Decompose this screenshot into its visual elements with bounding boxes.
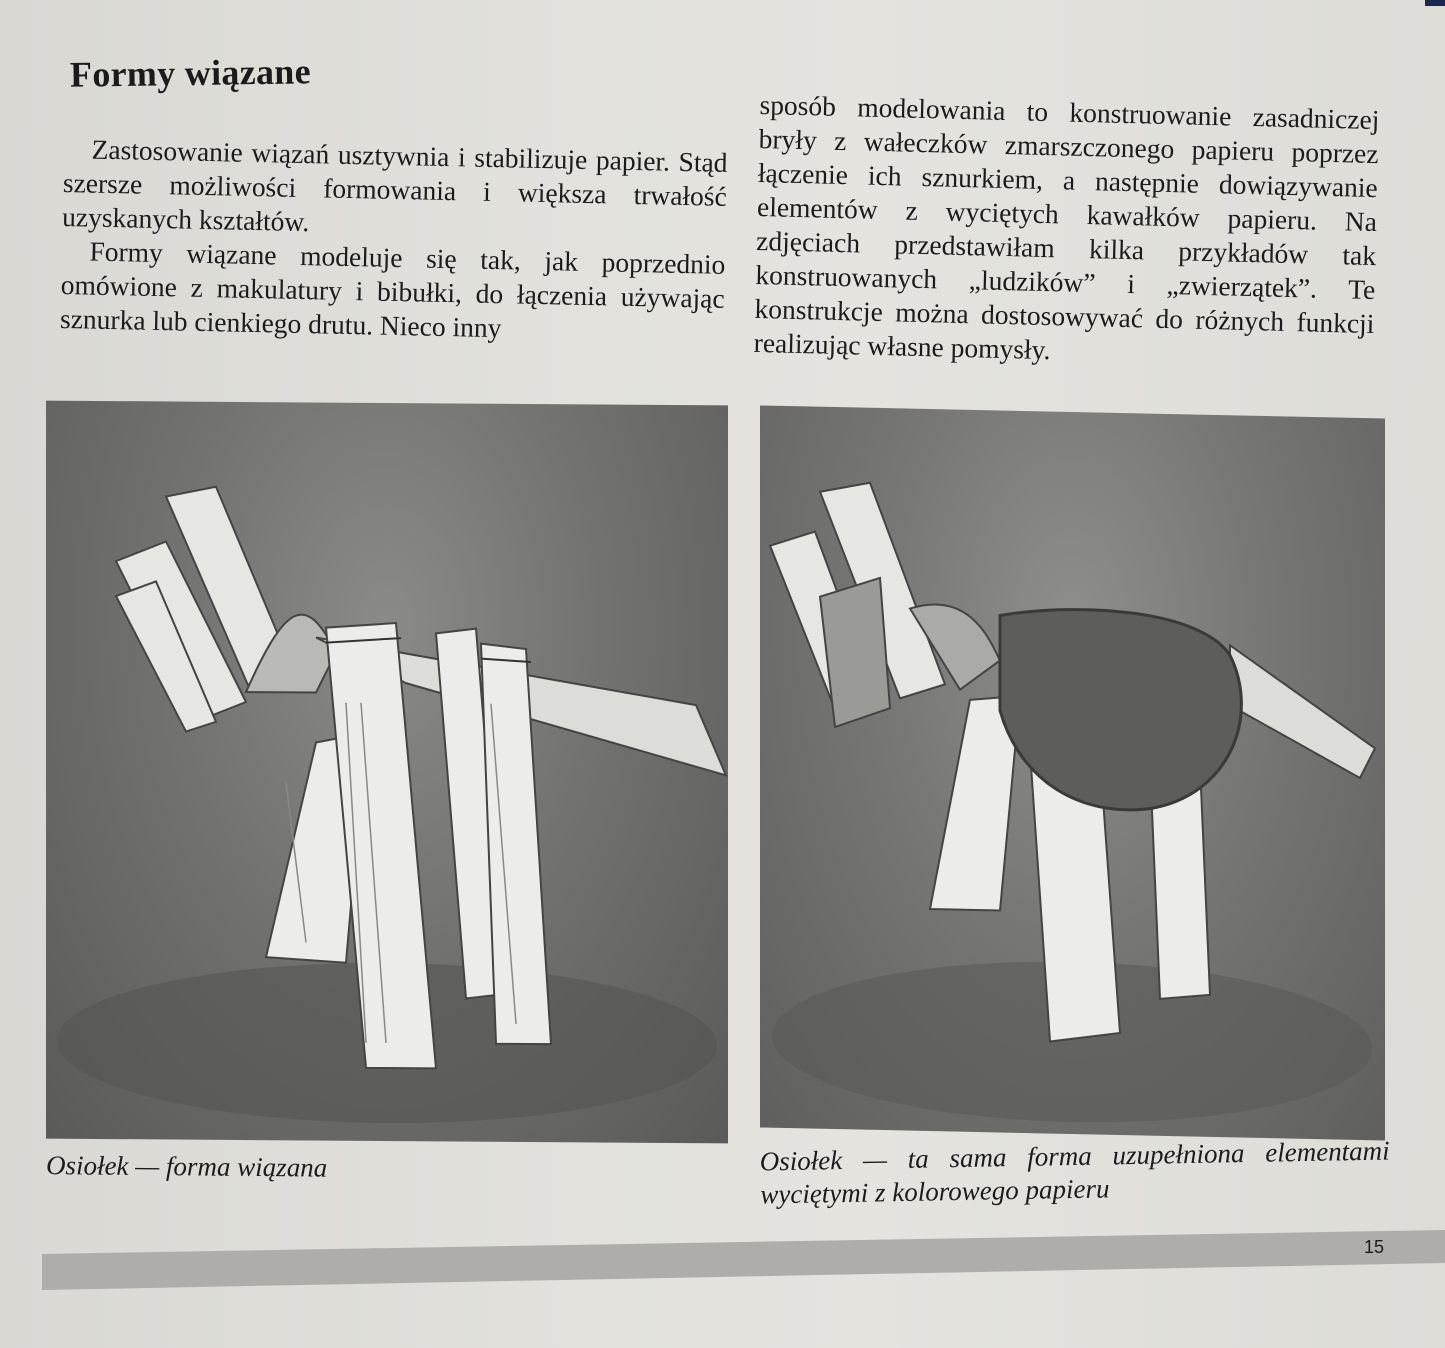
text-column-right (753, 88, 1379, 375)
paragraph: Zastosowanie wiązań usztywnia i stabilizuje papier. Stąd szersze możliwości formowania i większa trwałość uzyskanych kształtów. (61, 133, 728, 238)
photo-donkey-decorated (760, 405, 1385, 1140)
cover-edge (1425, 0, 1445, 6)
photo-donkey-bound (46, 401, 728, 1144)
text-column-left (60, 132, 728, 350)
donkey-illustration (46, 401, 728, 1144)
paragraph: Formy wiązane modeluje się tak, jak poprzednio omówione z makulatury i bibułki, do łączenia używając sznurka lub cienkiego drutu. Nieco inny (59, 235, 726, 344)
footer-bar (42, 1230, 1445, 1290)
figure-caption: Osiołek — ta sama forma uzupełniona elementami wyciętymi z kolorowego papieru (759, 1135, 1390, 1210)
donkey-decorated-illustration (760, 405, 1385, 1140)
paragraph: sposób modelowania to konstruowanie zasadniczej bryły z wałeczków zmarszczonego papieru poprzez łączenie ich sznurkiem, a następnie dowiązywanie elementów z wyciętych kawałków papieru. Na zdjęciach przedstawiłam kilka przykładów tak konstruowanych „ludzików” i „zwierzątek”. Te konstrukcje można dostosowywać do różnych funkcji realizując własne pomysły. (753, 88, 1380, 366)
figure-caption: Osiołek — forma wiązana (45, 1150, 328, 1183)
page-title: Formy wiązane (69, 51, 312, 95)
page-number: 15 (1364, 1237, 1385, 1257)
